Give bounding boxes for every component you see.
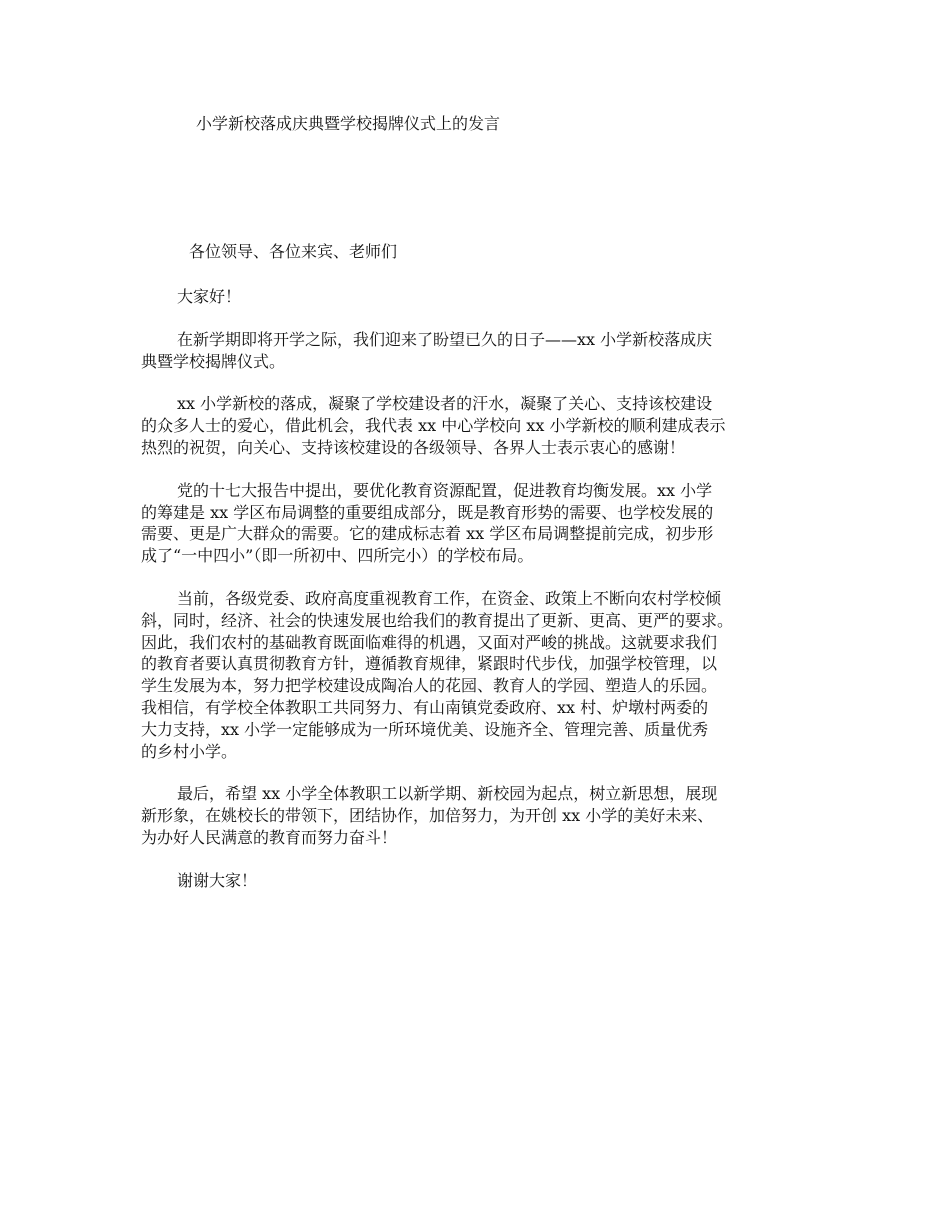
paragraph-line: 新形象，在姚校长的带领下，团结协作，加倍努力，为开创 xx 小学的美好未来、 [141, 806, 714, 826]
paragraph [141, 588, 831, 762]
paragraph-line: 热烈的祝贺，向关心、支持该校建设的各级领导、各界人士表示衷心的感谢！ [141, 437, 686, 457]
paragraph-line: 的教育者要认真贯彻教育方针，遵循教育规律，紧跟时代步伐，加强学校管理，以 [141, 654, 718, 674]
paragraph [141, 329, 831, 373]
paragraph-line: 我相信，有学校全体教职工共同努力、有山南镇党委政府、xx 村、炉墩村两委的 [141, 697, 709, 717]
paragraph-line: 的筹建是 xx 学区布局调整的重要组成部分，既是教育形势的需要、也学校发展的 [141, 502, 714, 522]
paragraph [141, 286, 831, 308]
paragraph-line: 大力支持，xx 小学一定能够成为一所环境优美、设施齐全、管理完善、质量优秀 [141, 719, 709, 739]
paragraph-line: 的众多人士的爱心，借此机会，我代表 xx 中心学校向 xx 小学新校的顺利建成表示 [141, 416, 726, 436]
salutation: 各位领导、各位来宾、老师们 [189, 242, 398, 261]
paragraph-line: 因此，我们农村的基础教育既面临难得的机遇，又面对严峻的挑战。这就要求我们 [141, 632, 718, 652]
paragraph-line: 为办好人民满意的教育而努力奋斗！ [141, 827, 398, 847]
paragraph-line: 学生发展为本，努力把学校建设成陶冶人的花园、教育人的学园、塑造人的乐园。 [141, 676, 718, 696]
paragraph [141, 393, 831, 458]
paragraph-line: 大家好！ [177, 287, 242, 306]
paragraph-line: xx 小学新校的落成，凝聚了学校建设者的汗水，凝聚了关心、支持该校建设 [177, 394, 713, 414]
document-title: 小学新校落成庆典暨学校揭牌仪式上的发言 [196, 114, 501, 133]
document-body [141, 286, 831, 913]
paragraph [141, 480, 831, 567]
paragraph-line: 的乡村小学。 [141, 741, 238, 761]
paragraph [141, 783, 831, 848]
paragraph-line: 谢谢大家！ [177, 870, 258, 890]
paragraph-line: 典暨学校揭牌仪式。 [141, 351, 286, 371]
paragraph-line: 成了“一中四小”（即一所初中、四所完小）的学校布局。 [141, 546, 534, 566]
paragraph-line: 斜，同时，经济、社会的快速发展也给我们的教育提出了更新、更高、更严的要求。 [141, 610, 734, 630]
paragraph-line: 最后，希望 xx 小学全体教职工以新学期、新校园为起点，树立新思想，展现 [177, 784, 718, 804]
paragraph-line: 当前，各级党委、政府高度重视教育工作，在资金、政策上不断向农村学校倾 [177, 588, 722, 608]
paragraph-line: 在新学期即将开学之际，我们迎来了盼望已久的日子——xx 小学新校落成庆 [177, 329, 713, 349]
paragraph-line: 需要、更是广大群众的需要。它的建成标志着 xx 学区布局调整提前完成，初步形 [141, 524, 714, 544]
paragraph-line: 党的十七大报告中提出，要优化教育资源配置，促进教育均衡发展。xx 小学 [177, 480, 713, 500]
paragraph [141, 870, 831, 892]
